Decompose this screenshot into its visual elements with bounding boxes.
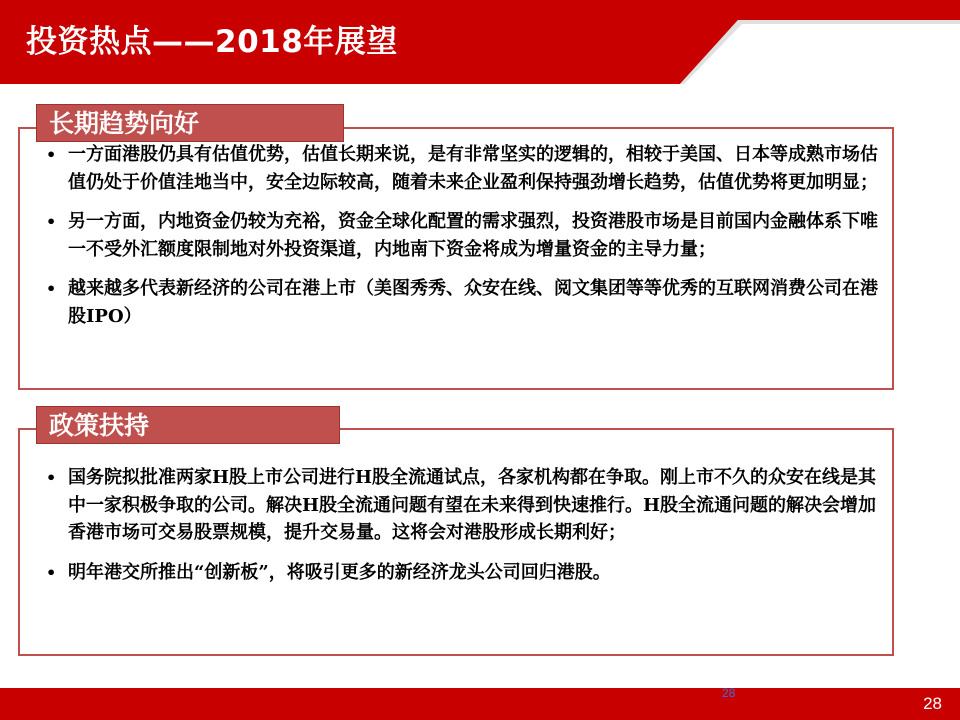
list-item	[46, 559, 878, 587]
section-tag-long-term-trend: 长期趋势向好	[36, 104, 344, 142]
bullet-dot: •	[46, 212, 57, 231]
bullet-dot: •	[46, 562, 57, 582]
section-box-policy-support	[18, 428, 894, 656]
bullet-text: 国务院拟批准两家H股上市公司进行H股全流通试点，各家机构都在争取。刚上市不久的众安在线是其中一家积极争取的公司。解决H股全流通问题有望在未来得到快速推行。H股全流通问题的解决会增加香港市场可交易股票规模，提升交易量。这将会对港股形成长期利好；	[68, 467, 877, 543]
bullet-text: 另一方面，内地资金仍较为充裕，资金全球化配置的需求强烈，投资港股市场是目前国内金融体系下唯一不受外汇额度限制地对外投资渠道，内地南下资金将成为增量资金的主导力量；	[68, 211, 878, 260]
list-item	[46, 275, 878, 330]
section-tag-policy-support: 政策扶持	[36, 406, 340, 444]
footer-band	[0, 688, 960, 720]
bullet-list	[46, 141, 878, 342]
list-item	[46, 208, 878, 263]
footer-center-number: 28	[722, 686, 736, 700]
bullet-dot: •	[46, 145, 57, 164]
page-number: 28	[923, 694, 942, 713]
bullet-text: 一方面港股仍具有估值优势，估值长期来说，是有非常坚实的逻辑的，相较于美国、日本等成熟市场估值仍处于价值洼地当中，安全边际较高，随着未来企业盈利保持强劲增长趋势，估值优势将更加明显；	[68, 144, 878, 193]
bullet-dot: •	[46, 279, 57, 298]
page-title: 投资热点——2018年展望	[26, 24, 398, 60]
bullet-text: 明年港交所推出“创新板”，将吸引更多的新经济龙头公司回归港股。	[68, 561, 611, 583]
section-box-long-term-trend	[18, 127, 894, 390]
bullet-text: 越来越多代表新经济的公司在港上市（美图秀秀、众安在线、阅文集团等等优秀的互联网消费公司在港股IPO）	[68, 278, 878, 327]
bullet-list	[46, 464, 878, 598]
list-item	[46, 464, 878, 547]
bullet-dot: •	[46, 468, 57, 487]
list-item	[46, 141, 878, 196]
